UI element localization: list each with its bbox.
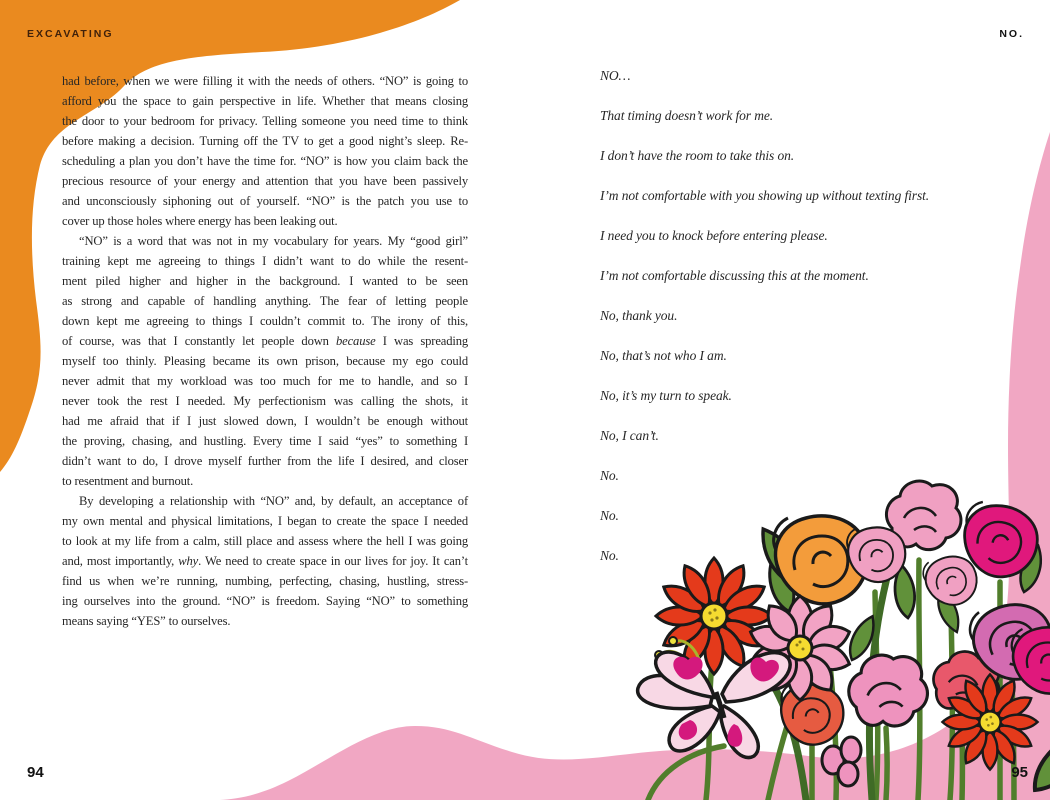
flower-buds — [822, 737, 861, 786]
page-number-left: 94 — [27, 764, 44, 781]
text-line: never admit that my workload was too much for me to handle, and so I — [62, 374, 468, 388]
text-line: never took the rest I needed. My perfectionism was calling the shots, it — [62, 394, 468, 408]
text-line: cover up those holes where energy has been leaking out. — [62, 214, 338, 228]
no-statement-line: No. — [600, 548, 619, 563]
text-line: and unconsciously siphoning out of yourself. “NO” is the patch you use to — [62, 194, 468, 208]
text-line: and, most importantly, why. We need to create space in our lives for joy. It can’t — [62, 554, 469, 568]
left-text-block — [62, 71, 468, 631]
text-line: of course, was that I constantly let people down because I was spreading — [62, 334, 468, 348]
text-line: before making a decision. Turning off the TV to get a good night’s sleep. Re- — [62, 134, 468, 148]
text-line: means saying “YES” to ourselves. — [62, 614, 231, 628]
text-line: precious resource of your energy and attention that you have been passively — [62, 174, 468, 188]
text-line: “NO” is a word that was not in my vocabulary for years. My “good girl” — [79, 234, 468, 248]
no-statement-line: That timing doesn’t work for me. — [600, 108, 774, 123]
text-line: By developing a relationship with “NO” and, by default, an acceptance of — [79, 494, 468, 508]
text-line: the proving, chasing, and hustling. Every time I said “yes” to something I — [62, 434, 468, 448]
no-statement-line: No, that’s not who I am. — [600, 348, 727, 363]
text-line: ment piled higher and higher in the background. I wanted to be seen — [62, 274, 468, 288]
text-line: myself too thinly. Pleasing became its own prison, because my ego could — [62, 354, 468, 368]
no-statement-line: I need you to knock before entering please. — [600, 228, 828, 243]
text-line: find us when we’re running, numbing, perfecting, chasing, hustling, stress- — [62, 574, 468, 588]
no-statement-line: No. — [600, 508, 619, 523]
text-line: didn’t want to do, I drove myself further from the life I desired, and closer — [62, 454, 468, 468]
running-head-left: EXCAVATING — [27, 28, 114, 40]
running-head-right: NO. — [999, 28, 1024, 40]
text-line: scheduling a plan you don’t have the time for. “NO” is how you claim back the — [62, 154, 468, 168]
no-statement-line: I’m not comfortable discussing this at the moment. — [600, 268, 869, 283]
right-text-block — [600, 66, 1030, 586]
no-statement-line: I’m not comfortable with you showing up without texting first. — [600, 188, 930, 203]
no-statement-line: No, it’s my turn to speak. — [600, 388, 732, 403]
page-number-right: 95 — [1011, 764, 1028, 781]
text-line: as strong and capable of handling anything. The fear of letting people — [62, 294, 468, 308]
no-statement-line: NO… — [600, 68, 631, 83]
text-line: to resentment and burnout. — [62, 474, 194, 488]
no-statement-line: No, I can’t. — [600, 428, 659, 443]
text-line: the door to your bedroom for privacy. Telling someone you need time to think — [62, 114, 468, 128]
no-statement-line: I don’t have the room to take this on. — [600, 148, 795, 163]
text-line: down kept me agreeing to things I couldn’t commit to. The irony of this, — [62, 314, 468, 328]
no-statement-line: No. — [600, 468, 619, 483]
text-line: ing ourselves into the ground. “NO” is freedom. Saying “NO” to something — [62, 594, 468, 608]
text-line: afford you the space to gain perspective in life. Whether that means closing — [62, 94, 468, 108]
text-line: had before, when we were filling it with the needs of others. “NO” is going to — [62, 74, 468, 88]
no-statement-line: No, thank you. — [600, 308, 678, 323]
text-line: training kept me agreeing to things I didn’t want to do while the resent- — [62, 254, 468, 268]
text-line: my own mental and physical limitations, I began to create the space I needed — [62, 514, 468, 528]
text-line: to look at my life from a calm, still place and assess where the hell I was going — [62, 534, 468, 548]
text-line: had me afraid that if I just slowed down, I wouldn’t be enough without — [62, 414, 468, 428]
